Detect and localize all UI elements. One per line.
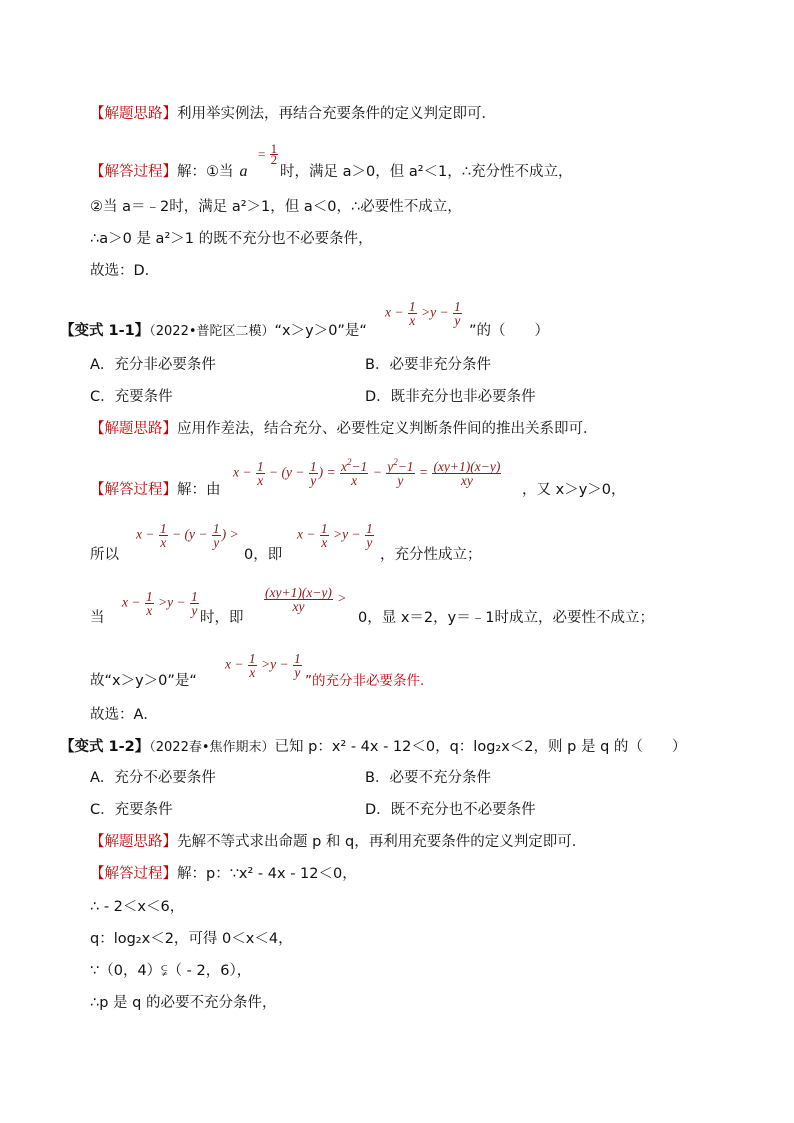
q2-process-tag: 【解答过程】 xyxy=(90,866,177,882)
q1-title-end: ”的（ ） xyxy=(469,323,550,339)
q2-option-c: C．充要条件 xyxy=(90,802,173,818)
q1-after-expression: ，又 x＞y＞0， xyxy=(522,482,626,498)
q2-option-d: D．既不充分也不必要条件 xyxy=(365,802,536,818)
q1-stem: “x＞y＞0”是“ xyxy=(274,323,367,339)
q1-shi-ji: 时，即 xyxy=(200,610,244,626)
half-denominator: 2 xyxy=(270,152,278,167)
q1-difference-expression: x − $\frac{1}{x}$ − (y − $\frac{1}{y}$ ) = $\frac{x^2-1}{x}$ − $\frac{y^2-1}{y}$ = $\frac{(xy+1)(x-y)}{xy}$ xyxy=(233,457,501,488)
q1-option-d: D．既非充分也非必要条件 xyxy=(365,389,536,405)
q1-suoyi-expression: x − $\frac{1}{x}$ − (y − $\frac{1}{y}$ ) > xyxy=(136,521,239,550)
q2-process-line-5: ∴p 是 q 的必要不充分条件， xyxy=(90,995,277,1011)
q1-zero-xian: 0，显 x＝2，y＝﹣1时成立，必要性不成立； xyxy=(358,610,654,626)
q1-suoyi: 所以 xyxy=(90,547,119,563)
q2-tag: 【变式 1-2】 xyxy=(60,739,150,755)
q1-dang-expression: x − $\frac{1}{x}$ >y − $\frac{1}{y}$ xyxy=(122,589,198,618)
q2-process-line-2: ∴ - 2＜x＜6， xyxy=(90,899,185,915)
q1-conclusion: 故“x＞y＞0”是“ xyxy=(90,673,197,689)
q1-process-tag: 【解答过程】 xyxy=(90,482,177,498)
half-fraction xyxy=(258,141,279,167)
q1-option-a: A．充分非必要条件 xyxy=(90,357,216,373)
q1-chongfen: ，充分性成立； xyxy=(380,547,482,563)
q1-process-line-1 xyxy=(90,480,221,500)
q1-ji-expression: x − $\frac{1}{x}$ >y − $\frac{1}{y}$ xyxy=(297,521,373,550)
q1-hint-line xyxy=(90,419,598,439)
solution-process-line-1 xyxy=(90,162,248,182)
solution-line-2: ②当 a＝﹣2时，满足 a²＞1，但 a＜0，∴必要性不成立， xyxy=(90,199,462,215)
q2-hint-line xyxy=(90,832,586,852)
hint-text: 利用举实例法，再结合充要条件的定义判定即可． xyxy=(177,106,496,122)
q2-source: （2022春•焦作期末） xyxy=(149,740,275,755)
q1-hint-text: 应用作差法，结合充分、必要性定义判断条件间的推出关系即可． xyxy=(177,421,598,437)
q1-option-b: B．必要非充分条件 xyxy=(365,357,491,373)
question-1-2-title xyxy=(60,737,686,758)
q1-source: （2022•普陀区二模） xyxy=(149,324,275,339)
q1-tag: 【变式 1-1】 xyxy=(60,323,150,339)
q1-product-expression: $\frac{(xy+1)(x-y)}{xy}$ > xyxy=(265,585,347,614)
q2-process-line-4: ∵（0，4）⫋（ - 2，6）， xyxy=(90,963,252,979)
q2-process-line-3: q：log₂x＜2，可得 0＜x＜4， xyxy=(90,931,293,947)
var-a: a xyxy=(239,163,248,180)
q2-option-b: B．必要不充分条件 xyxy=(365,770,491,786)
half-numerator: 1 xyxy=(270,141,278,156)
q2-stem: 已知 p：x² - 4x - 12＜0，q：log₂x＜2，则 p 是 q 的（ ） xyxy=(274,739,687,755)
solution-hint-line xyxy=(90,104,496,124)
q2-hint-text: 先解不等式求出命题 p 和 q，再利用充要条件的定义判定即可． xyxy=(177,834,587,850)
q1-zero-ji: 0，即 xyxy=(244,547,283,563)
q2-hint-tag: 【解题思路】 xyxy=(90,834,177,850)
q2-process-text: 解：p：∵x² - 4x - 12＜0， xyxy=(177,866,357,882)
solution-answer: 故选：D． xyxy=(90,263,160,279)
question-1-1-title xyxy=(60,321,367,342)
q2-option-a: A．充分不必要条件 xyxy=(90,770,216,786)
solution-line-3: ∴a＞0 是 a²＞1 的既不充分也不必要条件， xyxy=(90,231,373,247)
q1-option-c: C．充要条件 xyxy=(90,389,173,405)
solution-line-1-rest: 时，满足 a＞0，但 a²＜1，∴充分性不成立， xyxy=(280,164,573,180)
process-tag: 【解答过程】 xyxy=(90,164,177,180)
q1-conclusion-expression: x − $\frac{1}{x}$ >y − $\frac{1}{y}$ xyxy=(225,651,301,680)
process-intro: 解：①当 xyxy=(177,164,234,180)
q1-title-expression: x − $\frac{1}{x}$ >y − $\frac{1}{y}$ xyxy=(385,299,461,328)
q1-hint-tag: 【解题思路】 xyxy=(90,421,177,437)
q1-process-intro: 解：由 xyxy=(177,482,221,498)
q1-conclusion-end: ”的充分非必要条件. xyxy=(305,673,425,689)
hint-tag: 【解题思路】 xyxy=(90,106,177,122)
q1-dang: 当 xyxy=(90,610,105,626)
q1-answer: 故选：A． xyxy=(90,707,158,723)
eq-sign: = xyxy=(258,146,266,162)
q2-process-line-1 xyxy=(90,864,357,884)
